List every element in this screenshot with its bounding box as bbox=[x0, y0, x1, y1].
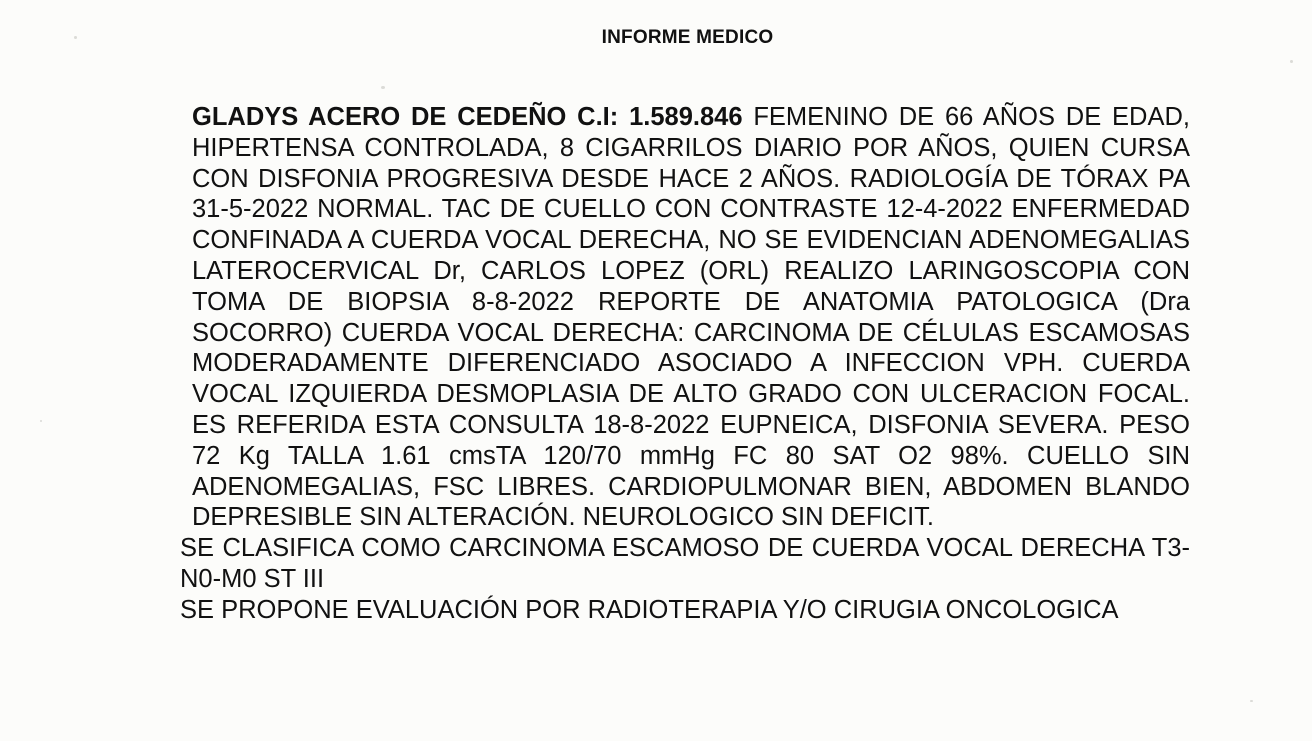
clinical-summary-text: FEMENINO DE 66 AÑOS DE EDAD, HIPERTENSA CONTROLADA, 8 CIGARRILOS DIARIO POR AÑOS, QUIEN CURSA CON DISFONIA PROGRESIVA DESDE HACE 2 AÑOS. RADIOLOGÍA DE TÓRAX PA 31-5-2022 NORMAL. TAC DE CUELLO CON CONTRASTE 12-4-2022 ENFERMEDAD CONFINADA A CUERDA VOCAL DERECHA, NO SE EVIDENCIAN ADENOMEGALIAS LATEROCERVICAL Dr, CARLOS LOPEZ (ORL) REALIZO LARINGOSCOPIA CON TOMA DE BIOPSIA 8-8-2022 REPORTE DE ANATOMIA PATOLOGICA (Dra SOCORRO) CUERDA VOCAL DERECHA: CARCINOMA DE CÉLULAS ESCAMOSAS MODERADAMENTE DIFERENCIADO ASOCIADO A INFECCION VPH. CUERDA VOCAL IZQUIERDA DESMOPLASIA DE ALTO GRADO CON ULCERACION FOCAL. ES REFERIDA ESTA CONSULTA 18-8-2022 EUPNEICA, DISFONIA SEVERA. PESO 72 Kg TALLA 1.61 cmsTA 120/70 mmHg FC 80 SAT O2 98%. CUELLO SIN ADENOMEGALIAS, FSC LIBRES. CARDIOPULMONAR BIEN, ABDOMEN BLANDO DEPRESIBLE SIN ALTERACIÓN. NEUROLOGICO SIN DEFICIT. bbox=[192, 103, 1190, 532]
document-title: INFORME MEDICO bbox=[601, 27, 774, 48]
patient-name: GLADYS ACERO DE CEDEÑO bbox=[192, 103, 567, 131]
scan-speck bbox=[381, 86, 385, 89]
scan-speck bbox=[74, 36, 77, 39]
id-label: C.I: bbox=[577, 103, 619, 131]
id-number: 1.589.846 bbox=[629, 103, 743, 131]
scan-speck bbox=[1290, 60, 1293, 63]
scan-speck bbox=[1250, 700, 1253, 702]
scan-speck bbox=[40, 420, 42, 422]
classification-paragraph: SE CLASIFICA COMO CARCINOMA ESCAMOSO DE CUERDA VOCAL DERECHA T3-N0-M0 ST III bbox=[180, 534, 1190, 593]
report-body bbox=[180, 102, 1190, 626]
proposal-paragraph: SE PROPONE EVALUACIÓN POR RADIOTERAPIA Y/O CIRUGIA ONCOLOGICA bbox=[180, 595, 1119, 624]
clinical-summary-paragraph bbox=[180, 102, 1190, 533]
